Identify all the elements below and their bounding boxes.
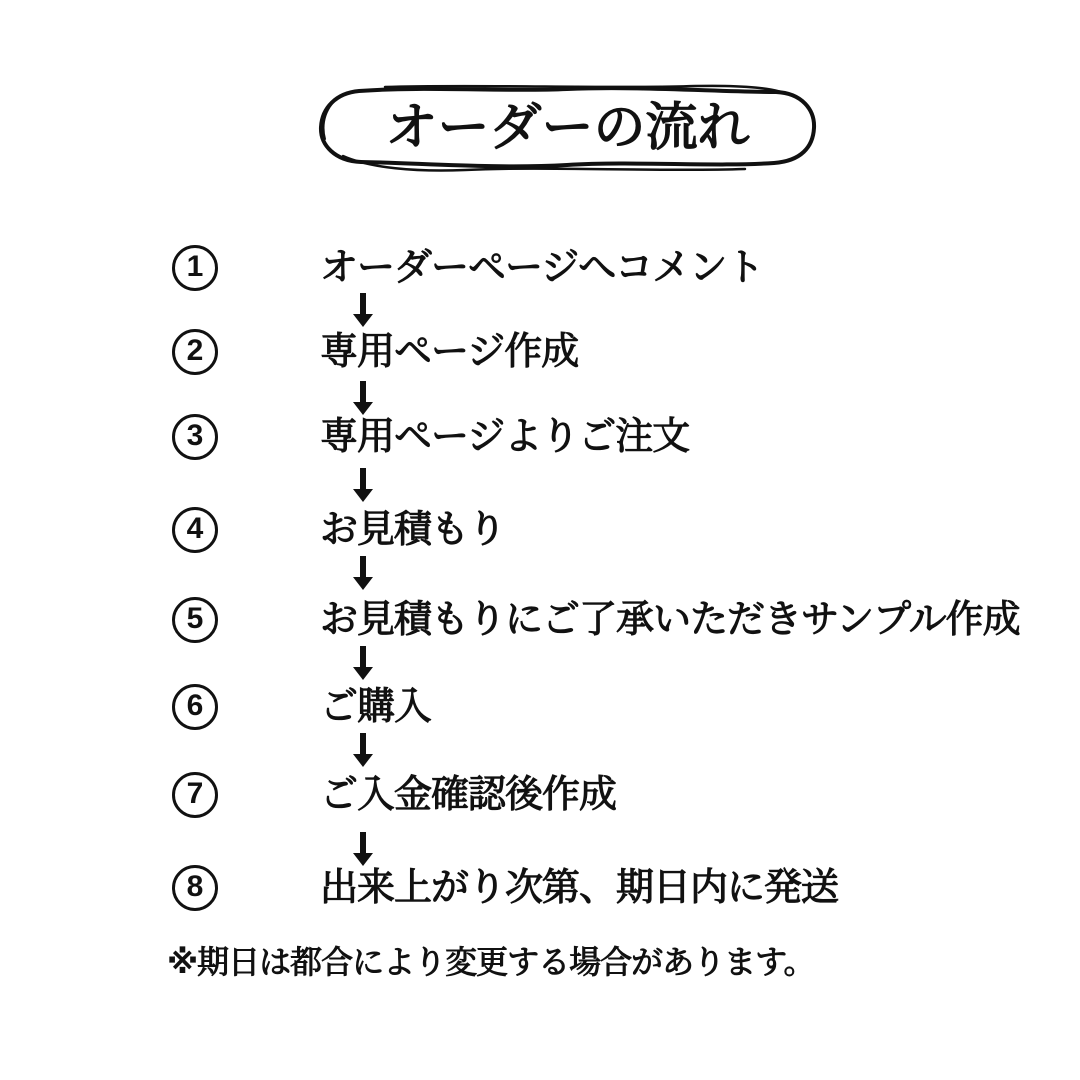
step-number-badge	[172, 414, 218, 460]
step-number: 8	[186, 870, 204, 903]
step-row-4	[172, 500, 505, 560]
down-arrow-icon	[353, 468, 373, 502]
step-row-7	[172, 765, 616, 825]
down-arrow-icon	[353, 646, 373, 680]
step-number-badge	[172, 329, 218, 375]
page-title: オーダーの流れ	[385, 99, 750, 157]
step-label: 専用ページよりご注文	[320, 416, 690, 458]
step-label: ご購入	[320, 686, 432, 728]
down-arrow-icon	[353, 733, 373, 767]
down-arrow-icon	[353, 381, 373, 415]
step-number: 3	[186, 419, 204, 452]
step-row-6	[172, 677, 431, 737]
title-box	[315, 84, 820, 172]
step-number: 4	[186, 512, 204, 545]
step-row-3	[172, 407, 689, 467]
step-number-badge	[172, 597, 218, 643]
step-row-5	[172, 590, 1020, 650]
step-number-badge	[172, 865, 218, 911]
step-number-badge	[172, 684, 218, 730]
step-number: 5	[186, 602, 204, 635]
step-number: 1	[186, 250, 204, 283]
step-label: ご入金確認後作成	[320, 774, 617, 816]
step-number: 7	[186, 777, 204, 810]
step-number-badge	[172, 507, 218, 553]
down-arrow-icon	[353, 832, 373, 866]
step-number: 6	[186, 689, 204, 722]
step-label: 専用ページ作成	[320, 331, 579, 373]
step-label: お見積もり	[320, 509, 506, 551]
step-row-1	[172, 238, 763, 298]
step-row-8	[172, 858, 838, 918]
step-number-badge	[172, 772, 218, 818]
step-label: オーダーページへコメント	[320, 247, 764, 289]
step-number: 2	[186, 334, 204, 367]
step-row-2	[172, 322, 578, 382]
step-label: お見積もりにご了承いただきサンプル作成	[320, 599, 1020, 641]
footnote: ※期日は都合により変更する場合があります。	[167, 944, 815, 980]
step-number-badge	[172, 245, 218, 291]
step-label: 出来上がり次第、期日内に発送	[320, 867, 839, 909]
down-arrow-icon	[353, 293, 373, 327]
down-arrow-icon	[353, 556, 373, 590]
